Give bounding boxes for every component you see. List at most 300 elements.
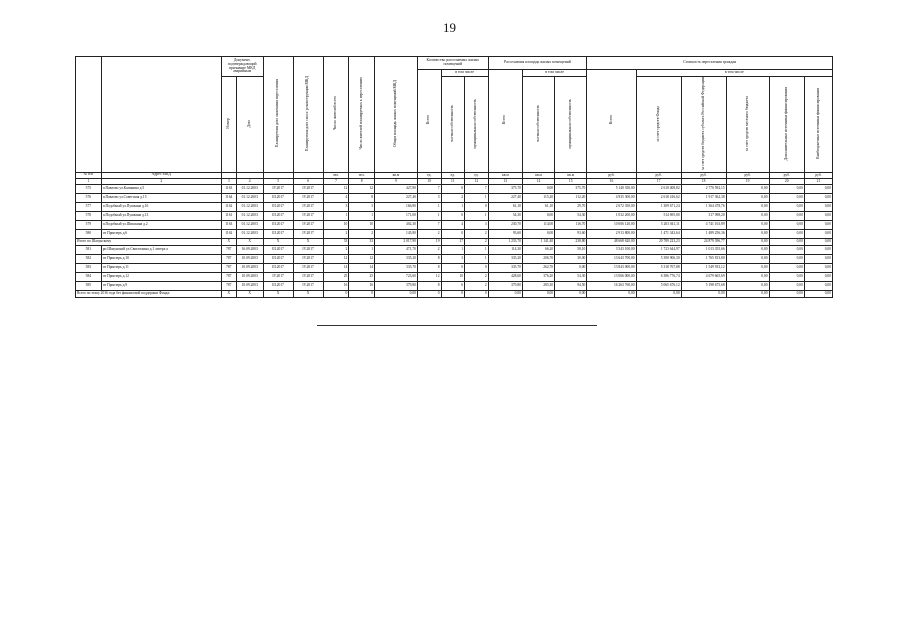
table-cell: 4 [323, 193, 349, 202]
table-cell: IV.2017 [293, 245, 323, 254]
table-cell: 375,70 [555, 184, 587, 193]
column-number-cell: 4 [236, 178, 263, 184]
unit-cell: чел. [349, 172, 375, 178]
table-cell: 93,60 [555, 229, 587, 238]
row-label-cell: Итого по Шахунскому [76, 238, 222, 245]
col-header-rooms-incl: в том числе [441, 70, 488, 77]
table-cell: 1163 [221, 220, 236, 229]
table-cell: 6 386 776,74 [636, 272, 681, 281]
col-header-num [76, 57, 102, 173]
table-cell: 578 [76, 211, 102, 220]
table-cell: 262,70 [522, 263, 554, 272]
table-cell: 48 668 620,00 [587, 238, 636, 245]
table-cell: 7 [417, 184, 441, 193]
column-number-cell: 19 [726, 178, 769, 184]
col-header-rooms-total: Всего [417, 70, 441, 173]
table-cell: 50,10 [555, 245, 587, 254]
table-cell: III.2017 [263, 193, 293, 202]
table-cell: 0,00 [522, 184, 554, 193]
table-cell: 01.12.2003 [236, 184, 263, 193]
unit-cell: руб. [681, 172, 726, 178]
table-cell: 4 741 163,89 [681, 220, 726, 229]
table-cell: 285,30 [522, 281, 554, 290]
table-cell: 25 [349, 272, 375, 281]
table-cell: 1 141,40 [522, 238, 554, 245]
table-cell: 10 [323, 220, 349, 229]
table-cell: X [263, 290, 293, 297]
table-cell: 0,00 [726, 220, 769, 229]
table-cell: 14 [323, 263, 349, 272]
table-cell: 25 [323, 272, 349, 281]
column-number-cell: 10 [417, 178, 441, 184]
table-cell: 0,00 [522, 229, 554, 238]
table-cell: 0,00 [726, 290, 769, 297]
col-header-doc-date: Дата [236, 77, 263, 173]
table-cell: 0,00 [726, 281, 769, 290]
table-cell: 2 [441, 193, 465, 202]
table-cell: 0,00 [375, 290, 418, 297]
table-cell: X [293, 238, 323, 245]
table-cell: 2 [465, 281, 489, 290]
table-cell: 3 [349, 202, 375, 211]
table-row [76, 220, 833, 229]
table-cell: 0,00 [769, 202, 804, 211]
table-cell: 01.12.2003 [236, 229, 263, 238]
col-header-rooms-group: Количество расселяемых жилых помещений [417, 57, 488, 70]
table-cell: 94,50 [555, 281, 587, 290]
unit-cell: кв.м [375, 172, 418, 178]
col-header-doc-number: Номер [221, 77, 236, 173]
column-number-cell: 12 [465, 178, 489, 184]
table-cell: 10.09.2003 [236, 254, 263, 263]
table-cell: 2 770 592,15 [681, 184, 726, 193]
table-cell: 145,80 [375, 229, 418, 238]
col-header-total-area: Общая площадь жилых помещений МКД [375, 57, 418, 173]
table-cell: 5 318 767,88 [636, 263, 681, 272]
table-cell: IV.2017 [293, 254, 323, 263]
table-cell: 0 [441, 290, 465, 297]
table-cell: 1 013 355,66 [681, 245, 726, 254]
table-cell: 375,70 [488, 184, 522, 193]
table-cell: 8 [417, 254, 441, 263]
table-cell: 227,40 [375, 193, 418, 202]
table-cell: 0,00 [769, 254, 804, 263]
table-cell: 787 [221, 263, 236, 272]
table-cell: 5 198 675,68 [681, 281, 726, 290]
column-number-cell: 17 [636, 178, 681, 184]
table-cell: п.Павлово ул.Калинина д.5 [101, 184, 221, 193]
table-cell: 54,30 [555, 272, 587, 281]
table-cell: 576 [76, 193, 102, 202]
table-cell: 514 695,80 [636, 211, 681, 220]
table-cell: 6 [441, 281, 465, 290]
table-cell: 54,30 [488, 211, 522, 220]
col-header-extrabudget-sources: Внебюджетные источники финансирования [804, 77, 832, 173]
table-cell: 0,00 [804, 263, 832, 272]
col-header-cost-total: Всего [587, 70, 636, 173]
table-cell: 0,00 [769, 238, 804, 245]
table-cell: 0,00 [636, 290, 681, 297]
table-cell: 1 [349, 245, 375, 254]
table-cell: 1 364 478,76 [681, 202, 726, 211]
col-header-area-total: Всего [488, 70, 522, 173]
table-cell: 3 [441, 254, 465, 263]
table-cell: 12 [349, 254, 375, 263]
table-cell: 0,00 [804, 254, 832, 263]
table-cell: 7 [417, 220, 441, 229]
table-cell: 8 [417, 263, 441, 272]
table-cell: 206,70 [522, 254, 554, 263]
table-cell: 2 610 408,82 [636, 184, 681, 193]
table-cell: 29,70 [555, 202, 587, 211]
column-number-cell: 18 [681, 178, 726, 184]
table-cell: 171,00 [375, 211, 418, 220]
table-cell: 1 723 644,97 [636, 245, 681, 254]
table-cell: 471,70 [375, 245, 418, 254]
table-cell: 0,00 [726, 238, 769, 245]
table-cell: 24 879 396,77 [681, 238, 726, 245]
table-cell: 1 [441, 245, 465, 254]
table-cell: 0,00 [522, 211, 554, 220]
resettlement-table [75, 56, 833, 298]
table-cell: 2 [417, 245, 441, 254]
unit-cell: руб. [726, 172, 769, 178]
table-cell: 581 [76, 245, 102, 254]
table-cell: 0 [349, 290, 375, 297]
table-cell: III.2017 [263, 281, 293, 290]
page-number: 19 [443, 20, 456, 35]
col-header-residents-total: Число жителей всего [323, 57, 349, 173]
table-cell: III.2017 [263, 202, 293, 211]
table-cell: IV.2017 [263, 184, 293, 193]
table-row [76, 229, 833, 238]
col-header-area-municipal: муниципальная собственность [555, 77, 587, 173]
table-cell: 1 233,70 [488, 238, 522, 245]
table-cell: 01.12.2003 [236, 202, 263, 211]
table-row [76, 281, 833, 290]
unit-cell: руб. [636, 172, 681, 178]
table-cell: 2 [323, 229, 349, 238]
table-cell: 115,20 [522, 193, 554, 202]
table-cell: 1 471 343,64 [636, 229, 681, 238]
table-cell: IV.2017 [293, 281, 323, 290]
table-cell: 335,20 [488, 254, 522, 263]
table-cell: 4 [441, 220, 465, 229]
column-number-cell: 2 [101, 178, 221, 184]
column-number-cell: 21 [804, 178, 832, 184]
col-header-document: Документ, подтверждающий признание МКД аварийным [221, 57, 263, 77]
table-cell: 1 [349, 211, 375, 220]
table-cell: 0,00 [804, 245, 832, 254]
table-row [76, 272, 833, 281]
table-cell: 33 [323, 238, 349, 245]
table-cell: 13 643 700,00 [587, 254, 636, 263]
table-cell: IV.2017 [293, 229, 323, 238]
unit-cell: кв.м [522, 172, 554, 178]
table-cell: 0,00 [726, 263, 769, 272]
table-cell: 1 309 671,24 [636, 202, 681, 211]
table-cell: 0 [441, 211, 465, 220]
table-cell: 0 [441, 184, 465, 193]
table-cell: 12 [323, 254, 349, 263]
table-cell: 10.09.2003 [236, 281, 263, 290]
table-cell: 317 098,20 [681, 211, 726, 220]
table-cell: 379,80 [375, 281, 418, 290]
col-header-address [101, 57, 221, 173]
column-number-cell: 20 [769, 178, 804, 184]
col-header-planned-resettlement: Планируемая дата окончания переселения [263, 57, 293, 173]
table-cell: 3 [465, 220, 489, 229]
table-cell: 0,00 [804, 281, 832, 290]
table-cell: 0,00 [769, 211, 804, 220]
table-cell: пт Приозерь д.12 [101, 272, 221, 281]
table-cell: 93,60 [488, 229, 522, 238]
table-cell: 0,00 [587, 290, 636, 297]
table-row [76, 211, 833, 220]
table-cell: 0,00 [769, 290, 804, 297]
column-number-cell: 11 [441, 178, 465, 184]
table-cell: п.Подобный ул.Пушкина д.16 [101, 202, 221, 211]
col-header-local-funds: за счет средств местного бюджета [726, 77, 769, 173]
table-cell: 2 [349, 229, 375, 238]
table-cell: 1 [323, 211, 349, 220]
table-cell: 1 [465, 245, 489, 254]
table-cell: 335,70 [375, 263, 418, 272]
col-header-area-private: частная собственность [522, 77, 554, 173]
table-cell: 1 [417, 202, 441, 211]
col-header-area-group: Расселяемая площадь жилых помещений [488, 57, 587, 70]
table-cell: 0,00 [804, 211, 832, 220]
table-row [76, 245, 833, 254]
col-header-cost-incl: в том числе [636, 70, 832, 77]
table-cell: пт Приозерь д.6 [101, 229, 221, 238]
table-cell: 61,10 [488, 202, 522, 211]
table-cell: 5 140 350,00 [587, 184, 636, 193]
table-cell: рп Шахунский ул.Свистихина д.1 литера а [101, 245, 221, 254]
table-cell: 428,60 [488, 272, 522, 281]
table-cell: 0,00 [804, 220, 832, 229]
table-cell: 577 [76, 202, 102, 211]
table-cell: 582 [76, 254, 102, 263]
table-cell: 583 [76, 263, 102, 272]
table-cell: 0 [323, 290, 349, 297]
column-number-cell: 6 [293, 178, 323, 184]
signature-line [317, 325, 597, 326]
table-cell: 1 [417, 211, 441, 220]
table-cell: 0,00 [726, 202, 769, 211]
table-cell: IV.2017 [293, 202, 323, 211]
col-header-fund-funds: за счет средств Фонда [636, 77, 681, 173]
table-cell: 114,30 [488, 245, 522, 254]
col-header-residents-planned: Число жителей планируемых к переселению [349, 57, 375, 173]
table-cell: 2 [465, 238, 489, 245]
column-number-cell: 7 [323, 178, 349, 184]
table-cell: 0,00 [804, 202, 832, 211]
table-cell: 30,00 [555, 254, 587, 263]
table-cell: 0,00 [726, 184, 769, 193]
table-row [76, 263, 833, 272]
table-cell: 01.12.2003 [236, 193, 263, 202]
table-cell: 1 [465, 193, 489, 202]
table-cell: 1 [465, 254, 489, 263]
table-cell: X [263, 238, 293, 245]
column-number-cell: 15 [555, 178, 587, 184]
table-cell: 10 [349, 220, 375, 229]
table-cell: 402,30 [375, 220, 418, 229]
table-cell: 0,00 [804, 272, 832, 281]
table-cell: 575 [76, 184, 102, 193]
table-cell: 1163 [221, 184, 236, 193]
table-cell: 1162 [221, 202, 236, 211]
table-cell: 0,00 [769, 229, 804, 238]
table-cell: 2 [465, 229, 489, 238]
table-cell: 0,00 [769, 281, 804, 290]
table-cell: п.Павлово ул.Советская д.15 [101, 193, 221, 202]
table-cell: 19 [417, 238, 441, 245]
table-cell: 12 [349, 184, 375, 193]
table-cell: 114,00 [522, 220, 554, 229]
table-cell: IV.2017 [293, 272, 323, 281]
table-cell: 2 [323, 245, 349, 254]
table-cell: 66,20 [522, 245, 554, 254]
unit-cell: руб. [587, 172, 636, 178]
table-row [76, 193, 833, 202]
table-cell: 0,00 [726, 245, 769, 254]
row-label-cell: Всего по этапу 2016 года без финансовой поддержки Фонда: [76, 290, 222, 297]
table-cell: 0,00 [726, 229, 769, 238]
col-header-additional-sources: Дополнительные источники финансирования [769, 77, 804, 173]
table-cell: 116,70 [555, 220, 587, 229]
table-cell: 0 [465, 263, 489, 272]
table-row [76, 254, 833, 263]
col-header-num-label: № п/п [76, 172, 102, 178]
table-cell: III.2017 [263, 254, 293, 263]
unit-cell: кв.м [555, 172, 587, 178]
table-cell: 10 [441, 272, 465, 281]
table-cell: 2 913 800,00 [587, 229, 636, 238]
column-number-cell: 13 [488, 178, 522, 184]
table-cell: IV.2017 [293, 220, 323, 229]
table-cell: 14 [349, 263, 375, 272]
table-cell: IV.2017 [263, 272, 293, 281]
unit-cell: кв.м [488, 172, 522, 178]
table-cell: 0,00 [804, 229, 832, 238]
table-cell: 787 [221, 245, 236, 254]
table-cell: 0,00 [488, 290, 522, 297]
table-cell: 8 [349, 193, 375, 202]
table-cell: X [221, 238, 236, 245]
table-cell: 0,00 [804, 290, 832, 297]
table-cell: 0,00 [769, 193, 804, 202]
column-number-cell: 1 [76, 178, 102, 184]
table-cell: 1 489 256,36 [681, 229, 726, 238]
table-cell: 1 917 362,38 [681, 193, 726, 202]
table-cell: 10.09.2003 [236, 272, 263, 281]
col-header-subject-funds: за счет средств бюджета субъекта Российской Федерации [681, 77, 726, 173]
unit-cell: ед. [417, 172, 441, 178]
table-cell: 01.12.2003 [236, 220, 263, 229]
table-cell: 1 549 933,12 [681, 263, 726, 272]
col-header-area-incl: в том числе [522, 70, 586, 77]
col-header-planned-demolition: Планируемая дата сноса/ реконструкции МКД [293, 57, 323, 173]
table-cell: 723,60 [375, 272, 418, 281]
table-cell: 17 [441, 238, 465, 245]
table-cell: 2 017,90 [375, 238, 418, 245]
table-cell: X [221, 290, 236, 297]
table-cell: п.Подобный ул.Пушкина д.13 [101, 211, 221, 220]
total-row [76, 290, 833, 297]
table-cell: 54,30 [555, 211, 587, 220]
column-number-cell: 9 [375, 178, 418, 184]
table-cell: пт Приозерь д.11 [101, 263, 221, 272]
table-cell: 0,00 [555, 263, 587, 272]
unit-cell: руб. [769, 172, 804, 178]
table-cell: 0,00 [726, 211, 769, 220]
table-cell: 3 543 100,00 [587, 245, 636, 254]
table-cell: 0,00 [804, 238, 832, 245]
table-cell: 335,20 [375, 254, 418, 263]
table-cell: III.2017 [263, 220, 293, 229]
column-number-cell: 16 [587, 178, 636, 184]
table-cell: IV.2017 [293, 193, 323, 202]
column-number-cell: 5 [263, 178, 293, 184]
table-cell: 33 [349, 238, 375, 245]
table-cell: 1 [441, 202, 465, 211]
table-cell: 2 [417, 229, 441, 238]
table-cell: 1 032 200,00 [587, 211, 636, 220]
table-cell: 12 [417, 272, 441, 281]
table-cell: 0,00 [726, 193, 769, 202]
table-cell: 5 390 906,30 [636, 254, 681, 263]
table-cell: 1 [465, 211, 489, 220]
table-cell: 0,00 [681, 290, 726, 297]
table-cell: 16 [323, 281, 349, 290]
table-cell: 0,00 [769, 245, 804, 254]
table-cell: X [236, 238, 263, 245]
column-number-cell: 14 [522, 178, 554, 184]
table-cell: III.2017 [263, 245, 293, 254]
table-cell: 0,00 [726, 254, 769, 263]
table-cell: 0 [465, 290, 489, 297]
table-cell: III.2017 [263, 211, 293, 220]
table-cell: 787 [221, 281, 236, 290]
table-cell: 0 [441, 263, 465, 272]
table-cell: 166,80 [375, 202, 418, 211]
table-cell: 16 263 760,00 [587, 281, 636, 290]
table-cell: 4 935 300,00 [587, 193, 636, 202]
unit-cell: ед. [465, 172, 489, 178]
table-cell: 227,40 [488, 193, 522, 202]
unit-cell: чел. [323, 172, 349, 178]
table-cell: 0,00 [522, 290, 554, 297]
table-cell: 1161 [221, 211, 236, 220]
table-cell: 0,00 [769, 220, 804, 229]
subtotal-row [76, 238, 833, 245]
table-cell: 584 [76, 272, 102, 281]
table-cell: III.2017 [263, 229, 293, 238]
table-cell: X [293, 290, 323, 297]
table-cell: 112,20 [555, 193, 587, 202]
table-cell: 427,80 [375, 184, 418, 193]
table-cell: 1164 [221, 193, 236, 202]
table-cell: 0 [441, 229, 465, 238]
table-cell: 0,00 [726, 272, 769, 281]
table-cell: 20 789 223,23 [636, 238, 681, 245]
col-header-rooms-private: частная собственность [441, 77, 465, 173]
unit-cell: руб. [804, 172, 832, 178]
table-cell: 13 066 000,00 [587, 272, 636, 281]
table-cell: 335,70 [488, 263, 522, 272]
